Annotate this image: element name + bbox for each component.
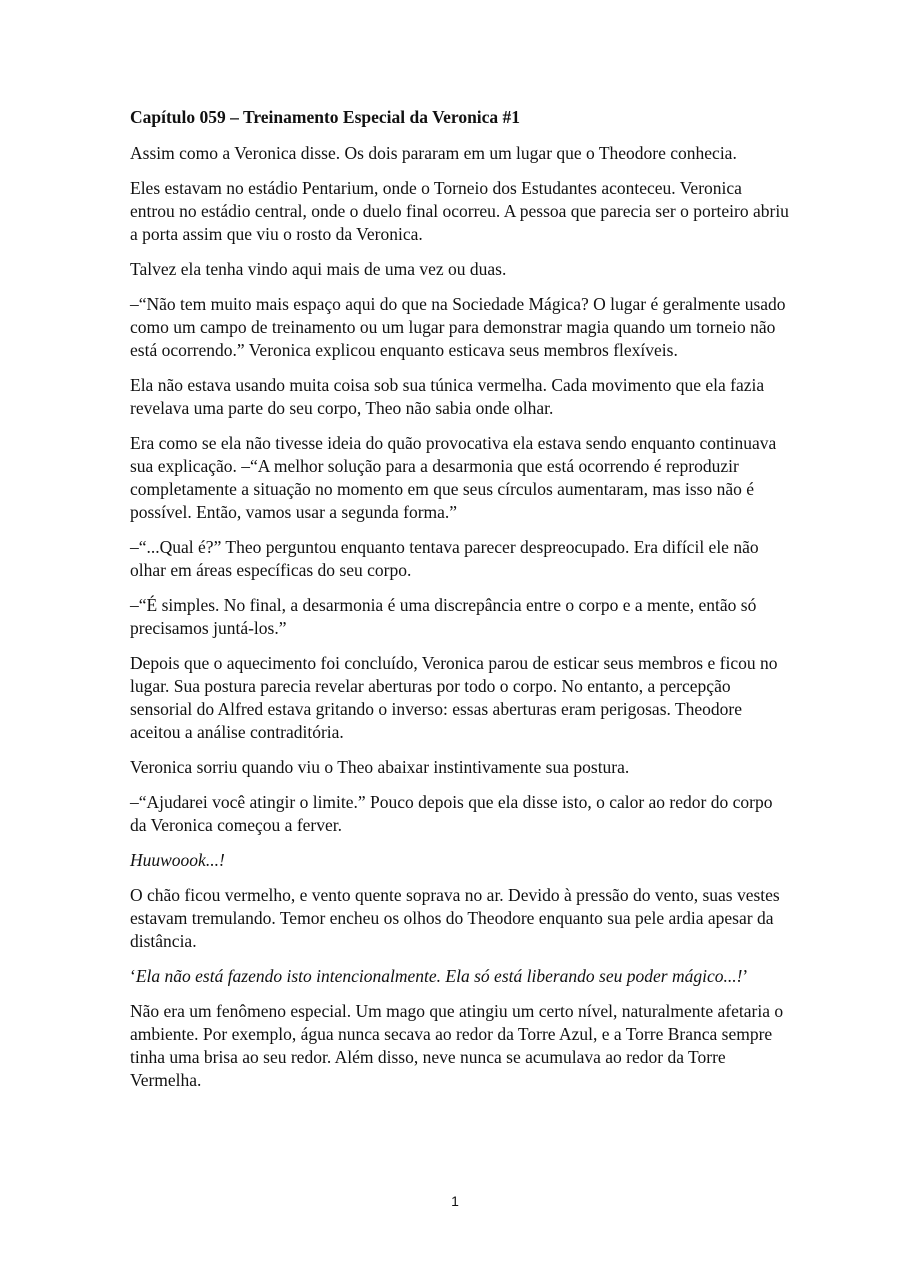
paragraph-2: Eles estavam no estádio Pentarium, onde o Torneio dos Estudantes aconteceu. Veronica entrou no estádio central, onde o duelo final ocorreu. A pessoa que parecia ser o porteiro abriu a porta assim que viu o rosto da Veronica. xyxy=(130,178,789,244)
paragraph-4: –“Não tem muito mais espaço aqui do que na Sociedade Mágica? O lugar é geralmente usado como um campo de treinamento ou um lugar para demonstrar magia quando um torneio não está ocorrendo.” Veronica explicou enquanto esticava seus membros flexíveis. xyxy=(130,294,786,360)
document-page xyxy=(130,106,790,1104)
paragraph-6: Era como se ela não tivesse ideia do quão provocativa ela estava sendo enquanto continuava sua explicação. –“A melhor solução para a desarmonia que está ocorrendo é reproduzir completamente a situação no momento em que seus círculos aumentaram, mas isso não é possível. Então, vamos usar a segunda forma.” xyxy=(130,433,777,522)
paragraph-8: –“É simples. No final, a desarmonia é uma discrepância entre o corpo e a mente, então só precisamos juntá-los.” xyxy=(130,595,757,638)
paragraph-7: –“...Qual é?” Theo perguntou enquanto tentava parecer despreocupado. Era difícil ele não olhar em áreas específicas do seu corpo. xyxy=(130,537,759,580)
paragraph-3: Talvez ela tenha vindo aqui mais de uma vez ou duas. xyxy=(130,259,507,279)
page-number: 1 xyxy=(451,1193,459,1209)
paragraph-9: Depois que o aquecimento foi concluído, Veronica parou de esticar seus membros e ficou no lugar. Sua postura parecia revelar aberturas por todo o corpo. No entanto, a percepção sensorial do Alfred estava gritando o inverso: essas aberturas eram perigosas. Theodore aceitou a análise contraditória. xyxy=(130,653,778,742)
paragraph-10: Veronica sorriu quando viu o Theo abaixar instintivamente sua postura. xyxy=(130,757,630,777)
thought-open-quote: ‘ xyxy=(130,966,136,986)
thought-close-quote: ’ xyxy=(742,966,749,986)
paragraph-1: Assim como a Veronica disse. Os dois pararam em um lugar que o Theodore conhecia. xyxy=(130,143,737,163)
sound-effect: Huuwoook...! xyxy=(130,850,225,870)
thought-line xyxy=(130,965,790,988)
paragraph-13: Não era um fenômeno especial. Um mago que atingiu um certo nível, naturalmente afetaria o ambiente. Por exemplo, água nunca secava ao redor da Torre Azul, e a Torre Branca sempre tinha uma brisa ao seu redor. Além disso, neve nunca se acumulava ao redor da Torre Vermelha. xyxy=(130,1001,784,1090)
chapter-title: Capítulo 059 – Treinamento Especial da Veronica #1 xyxy=(130,107,521,127)
paragraph-11: –“Ajudarei você atingir o limite.” Pouco depois que ela disse isto, o calor ao redor do corpo da Veronica começou a ferver. xyxy=(130,792,773,835)
paragraph-5: Ela não estava usando muita coisa sob sua túnica vermelha. Cada movimento que ela fazia revelava uma parte do seu corpo, Theo não sabia onde olhar. xyxy=(130,375,765,418)
paragraph-12: O chão ficou vermelho, e vento quente soprava no ar. Devido à pressão do vento, suas vestes estavam tremulando. Temor encheu os olhos do Theodore enquanto sua pele ardia apesar da distância. xyxy=(130,885,780,951)
thought-text: Ela não está fazendo isto intencionalmente. Ela só está liberando seu poder mágico...! xyxy=(135,966,743,986)
